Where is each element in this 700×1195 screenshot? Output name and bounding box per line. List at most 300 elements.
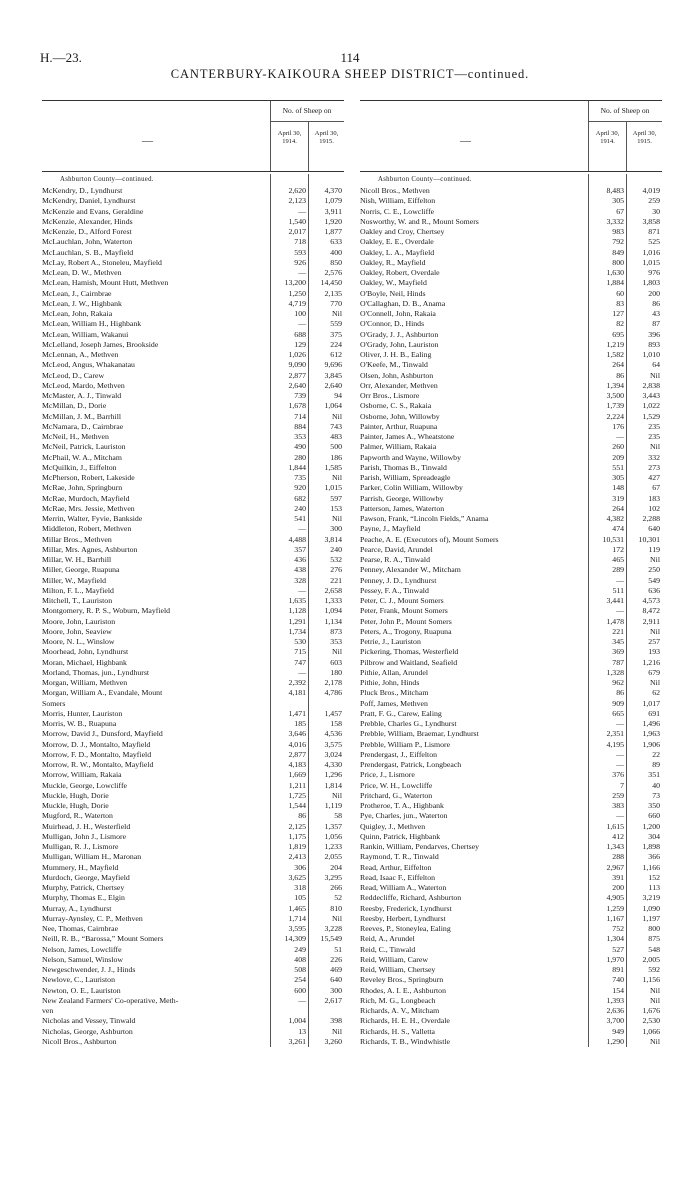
owner-name: Reid, A., Arundel [360,934,415,944]
table-row [360,576,662,586]
table-row [42,258,344,268]
sheep-1914: 527 [612,944,624,954]
sheep-1915: 810 [330,903,342,913]
owner-name: O'Connell, John, Rakaia [360,309,436,318]
owner-name: Miller, George, Ruapuna [42,565,120,575]
owner-name: Oliver, J. H. B., Ealing [360,350,432,359]
sheep-1914: 357 [294,544,306,554]
table-row [42,596,344,606]
sheep-1914: 1,471 [288,708,306,718]
sheep-1915: 633 [330,237,342,247]
table-row [360,658,662,668]
sheep-1914: 1,291 [288,616,306,626]
sheep-1914: 4,195 [606,739,624,749]
owner-name: Pearce, David, Arundel [360,544,433,554]
table-row [42,248,344,258]
sheep-1914: 148 [612,483,624,493]
sheep-1915: 1,079 [324,196,342,206]
table-row [360,524,662,534]
sheep-1914: 249 [294,944,306,954]
table-row [360,924,662,934]
sheep-1915: 2,135 [324,288,342,298]
owner-name: McMaster, A. J., Tinwald [42,391,122,400]
owner-name: Mugford, R., Waterton [42,811,113,821]
sheep-1914: 306 [294,862,306,872]
sheep-1914: 2,636 [606,1006,624,1015]
table-row [360,596,662,606]
sheep-1915: 1,056 [324,831,342,841]
table-row [360,483,662,493]
owner-name: Quigley, J., Methven [360,821,426,831]
table-row [42,904,344,914]
sheep-1914: 3,500 [606,391,624,400]
owner-name: McLean, William H., Highbank [42,319,142,329]
sheep-1915: 1,016 [642,247,660,257]
table-row [360,791,662,801]
sheep-1915: 893 [648,339,660,349]
sheep-1915: Nil [650,626,660,636]
sheep-1915: 3,911 [324,206,342,216]
owner-name: Pithie, Allan, Arundel [360,667,429,677]
sheep-1914: 4,719 [288,298,306,308]
sheep-1914: 100 [294,309,306,318]
sheep-1915: 113 [648,883,660,892]
county-subheading: Ashburton County—continued. [60,176,154,183]
sheep-1914: 127 [612,309,624,318]
sheep-1914: 221 [612,626,624,636]
table-row [360,555,662,565]
sheep-1914: 1,844 [288,462,306,472]
owner-name: Papworth and Wayne, Willowby [360,452,461,462]
sheep-1914: 752 [612,924,624,933]
owner-name: Nelson, Samuel, Winslow [42,954,123,964]
table-row [360,760,662,770]
sheep-1915: 259 [648,196,660,206]
sheep-1915: Nil [332,647,342,657]
sheep-1915: 102 [648,503,660,513]
sheep-1915: 800 [648,924,660,933]
sheep-1915: 3,845 [324,370,342,380]
owner-name: Poff, James, Methven [360,698,428,708]
sheep-1915: 300 [330,985,342,995]
owner-name: McKenzie, Alexander, Hinds [42,216,133,226]
table-row [42,873,344,883]
sheep-1915: 22 [652,749,660,759]
document-reference: H.—23. [40,50,82,65]
sheep-1915: 300 [330,524,342,534]
sheep-1915: 2,530 [642,1016,660,1026]
sheep-1914: 1,393 [606,995,624,1005]
sheep-1914: 240 [294,503,306,513]
table-row [42,617,344,627]
sheep-1915: 186 [330,452,342,462]
owner-name: Mulligan, William H., Maronan [42,852,142,862]
sheep-1915: 4,786 [324,688,342,698]
sheep-1915: 250 [648,565,660,575]
owner-name: Middleton, Robert, Methven [42,524,132,534]
owner-name: Prebble, William P., Lismore [360,739,451,749]
owner-name: Price, W. H., Lowcliffe [360,780,433,790]
sheep-1914: 983 [612,227,624,236]
sheep-1914: 345 [612,637,624,646]
owner-name: McLennan, A., Methven [42,350,119,359]
sheep-1914: 412 [612,831,624,841]
sheep-1915: 1,920 [324,216,342,226]
owner-name: McLelland, Joseph James, Brookside [42,339,159,349]
table-row [42,227,344,237]
owner-name: McRae, Mrs. Jessie, Methven [42,503,135,513]
sheep-1915: 235 [648,432,660,441]
owner-name: Parish, Thomas B., Tinwald [360,462,447,472]
sheep-1915: 43 [652,309,660,318]
sheep-1915: 4,019 [642,186,660,195]
owner-name: Quinn, Patrick, Highbank [360,831,441,841]
sheep-1914: 949 [612,1026,624,1036]
owner-name: Read, Isaac F., Eiffelton [360,872,436,882]
table-row [360,453,662,463]
owner-name: Reesby, Herbert, Lyndhurst [360,913,446,923]
owner-name: Parrish, George, Willowby [360,493,444,503]
owner-name: Morris, W. B., Ruapuna [42,719,117,728]
table-row [360,945,662,955]
owner-name: Millar, Mrs. Agnes, Ashburton [42,544,138,554]
sheep-1915: 1,233 [324,842,342,851]
sheep-1914: 3,441 [606,596,624,605]
sheep-1914: 688 [294,329,306,339]
owner-name: McLeod, Mardo, Methven [42,380,125,390]
owner-name: Muckle, Hugh, Dorie [42,790,109,800]
sheep-1914: 3,700 [606,1016,624,1026]
name-column-header: — [142,135,153,147]
sheep-1915: 2,576 [324,268,342,277]
sheep-1915: 1,066 [642,1026,660,1036]
sheep-1915: 273 [648,462,660,472]
sheep-1914: 465 [612,555,624,564]
sheep-1915: Nil [650,555,660,564]
table-row [42,401,344,411]
owner-name: McLean, Hamish, Mount Hutt, Methven [42,278,169,288]
table-row [360,647,662,657]
sheep-1915: 660 [648,811,660,821]
sheep-1915: 640 [648,524,660,534]
table-row [42,719,344,729]
sheep-1914: 1,884 [606,278,624,288]
sheep-1915: 226 [330,954,342,964]
owner-name: Painter, Arthur, Ruapuna [360,421,438,431]
table-row [42,1006,344,1016]
sheep-1915: 73 [652,790,660,800]
table-row [42,309,344,319]
table-row [42,770,344,780]
table-row [42,709,344,719]
table-row [360,750,662,760]
sheep-1914: 319 [612,493,624,503]
sheep-1915: Nil [332,1026,342,1036]
owner-name: McRae, Murdoch, Mayfield [42,493,130,503]
sheep-1914: 4,181 [288,688,306,698]
sheep-1915: 525 [648,237,660,247]
table-row [42,268,344,278]
sheep-1915: 52 [334,893,342,903]
table-row [42,473,344,483]
sheep-1914: 176 [612,421,624,431]
sheep-1915: 2,658 [324,585,342,595]
sheep-1914: 305 [612,473,624,482]
sheep-1914: 2,877 [288,749,306,759]
table-row [360,494,662,504]
sheep-1914: 1,615 [606,821,624,831]
sheep-1915: 152 [648,872,660,882]
sheep-1915: 183 [648,493,660,503]
sheep-1915: 3,228 [324,924,342,933]
table-row [360,371,662,381]
sheep-1915: 597 [330,493,342,503]
table-row [360,586,662,596]
table-row [360,873,662,883]
table-row [42,360,344,370]
sheep-1914: 1,328 [606,667,624,677]
sheep-1915: 1,216 [642,657,660,667]
sheep-1915: 398 [330,1016,342,1026]
sheep-1914: 739 [294,391,306,400]
table-row [42,442,344,452]
sheep-1915: 532 [330,555,342,564]
table-row [42,299,344,309]
sheep-1914: 209 [612,452,624,462]
table-row [360,278,662,288]
sheep-1915: 603 [330,657,342,667]
table-row [42,1016,344,1026]
table-row [360,565,662,575]
owner-name: Patterson, James, Waterton [360,503,445,513]
owner-name: O'Grady, John, Lauriston [360,339,439,349]
sheep-1914: 1,970 [606,954,624,964]
table-row [360,391,662,401]
sheep-1915: 3,219 [642,893,660,903]
owner-name: Milton, F. L., Mayfield [42,585,114,595]
owner-name: Merrin, Walter, Fyvie, Bankside [42,514,143,523]
owner-name: Reesby, Frederick, Lyndhurst [360,903,452,913]
sheep-1915: 1,094 [324,606,342,616]
table-row [42,514,344,524]
sheep-1914: 695 [612,329,624,339]
table-row [360,360,662,370]
sheep-1915: 58 [334,811,342,821]
table-row [360,237,662,247]
owner-name: Moorhead, John, Lyndhurst [42,647,129,657]
table-row [42,914,344,924]
year-1914-header: April 30, 1914. [277,130,302,145]
sheep-1915: 1,963 [642,729,660,739]
sheep-1915: 396 [648,329,660,339]
table-body [360,174,662,1047]
table-row [42,504,344,514]
page-number: 114 [340,50,360,65]
sheep-1915: 3,295 [324,872,342,882]
sheep-1914: 3,625 [288,872,306,882]
sheep-1915: 2,178 [324,678,342,687]
sheep-1915: 2,838 [642,380,660,390]
sheep-1914: — [616,749,624,759]
table-row [42,1037,344,1047]
owner-name: Mulligan, John J., Lismore [42,831,127,841]
table-row [360,606,662,616]
table-row [42,627,344,637]
owner-name: Peter, Frank, Mount Somers [360,606,448,616]
sheep-1914: — [298,268,306,277]
sheep-1915: 9,696 [324,360,342,370]
owner-name: Neill, R. B., “Barossa,” Mount Somers [42,934,164,944]
table-row [42,750,344,760]
table-row [42,668,344,678]
sheep-1914: — [616,432,624,441]
owner-name: Nicoll Bros., Ashburton [42,1036,117,1046]
table-row [360,319,662,329]
table-row [42,555,344,565]
sheep-1915: 592 [648,965,660,974]
sheep-1914: 1,678 [288,401,306,411]
owner-name: Olsen, John, Ashburton [360,370,434,380]
owner-name: McLean, John, Rakaia [42,309,113,318]
sheep-1915: Nil [650,995,660,1005]
sheep-1914: 740 [612,975,624,985]
table-row [360,463,662,473]
sheep-1915: 549 [648,575,660,585]
sheep-1915: 1,166 [642,862,660,872]
sheep-1914: 541 [294,514,306,523]
sheep-1914: 1,669 [288,770,306,780]
sheep-1914: 1,394 [606,380,624,390]
sheep-1915: 548 [648,944,660,954]
sheep-1915: 2,005 [642,954,660,964]
owner-name: Morland, Thomas, jun., Lyndhurst [42,667,150,677]
sheep-1914: 2,123 [288,196,306,206]
sheep-1915: 375 [330,329,342,339]
sheep-1914: 1,635 [288,596,306,605]
owner-name: O'Keefe, M., Tinwald [360,360,428,370]
table-row [42,483,344,493]
table-row [360,268,662,278]
sheep-1914: 408 [294,954,306,964]
owner-name: Pye, Charles, jun., Waterton [360,811,448,821]
sheep-1914: 3,595 [288,924,306,933]
sheep-1914: 792 [612,237,624,247]
sheep-1914: 800 [612,257,624,267]
sheep-1914: 7 [620,780,624,790]
sheep-1914: 1,739 [606,401,624,411]
owner-name: Pearse, R. A., Tinwald [360,555,430,564]
owner-name: Reveley Bros., Springburn [360,975,444,985]
sheep-1914: 2,351 [606,729,624,739]
sheep-1915: 350 [648,801,660,810]
sheep-1914: — [616,606,624,616]
sheep-1915: 94 [334,391,342,400]
sheep-1914: 962 [612,678,624,687]
table-row [42,934,344,944]
table-row [360,248,662,258]
owner-name: Peters, A., Trogony, Ruapuna [360,626,452,636]
sheep-1915: 873 [330,626,342,636]
table-row [42,432,344,442]
sheep-1915: 51 [334,944,342,954]
owner-name: Rich, M. G., Longbeach [360,995,436,1005]
sheep-1915: Nil [332,790,342,800]
sheep-1915: 87 [652,319,660,329]
table-row [360,996,662,1006]
owner-name: Richards, H. E. H., Overdale [360,1016,450,1026]
sheep-1915: 679 [648,667,660,677]
owner-name: Norris, C. E., Lowcliffe [360,206,435,216]
sheep-1915: Nil [650,370,660,380]
owner-name: Prendergast, Patrick, Longbeach [360,760,462,769]
sheep-1914: 2,224 [606,411,624,421]
sheep-1914: 254 [294,975,306,985]
owner-name: Moore, N. L., Winslow [42,637,115,646]
sheep-1914: 1,259 [606,903,624,913]
table-row [42,278,344,288]
sheep-1915: 204 [330,862,342,872]
table-row [360,781,662,791]
sheep-1915: 559 [330,319,342,329]
owner-name: Miller, W., Mayfield [42,575,107,585]
county-subheading: Ashburton County—continued. [378,176,472,183]
sheep-1915: Nil [332,473,342,482]
sheep-1915: 636 [648,585,660,595]
sheep-1914: 1,465 [288,903,306,913]
sheep-1914: 260 [612,442,624,452]
table-row [42,791,344,801]
owner-name: Peache, A. E. (Executors of), Mount Somers [360,534,499,544]
table-row [42,955,344,965]
table-row [360,801,662,811]
owner-name: Pithie, John, Hinds [360,678,420,687]
sheep-1914: 1,026 [288,350,306,359]
sheep-1915: 1,134 [324,616,342,626]
sheep-1915: 221 [330,575,342,585]
table-row [360,668,662,678]
sheep-1915: Nil [650,985,660,995]
sheep-1914: 1,582 [606,350,624,359]
owner-name: Moran, Michael, Highbank [42,657,127,667]
table-row [360,258,662,268]
owner-name: Pickering, Thomas, Westerfield [360,647,459,657]
sheep-1915: 158 [330,719,342,728]
sheep-1915: 1,333 [324,596,342,605]
owner-name: Nelson, James, Lowcliffe [42,944,122,954]
sheep-1915: 366 [648,852,660,862]
sheep-1914: 86 [616,370,624,380]
table-row [42,647,344,657]
sheep-1915: 1,898 [642,842,660,851]
sheep-1914: 86 [616,688,624,698]
owner-name: Penney, J. D., Lyndhurst [360,575,437,585]
sheep-1914: 438 [294,565,306,575]
sheep-1915: 2,055 [324,852,342,862]
owner-name: Muckle, George, Lowcliffe [42,780,128,790]
sheep-1915: 351 [648,770,660,780]
sheep-1915: 1,585 [324,462,342,472]
sheep-1914: — [298,206,306,216]
owner-name: O'Connor, D., Hinds [360,319,425,329]
table-row [42,996,344,1006]
table-row [42,699,344,709]
year-1914-header: April 30, 1914. [595,130,620,145]
sheep-1914: 4,905 [606,893,624,903]
owner-name: Peter, John P., Mount Somers [360,616,452,626]
table-row [42,545,344,555]
sheep-1915: 2,640 [324,380,342,390]
table-row [360,904,662,914]
